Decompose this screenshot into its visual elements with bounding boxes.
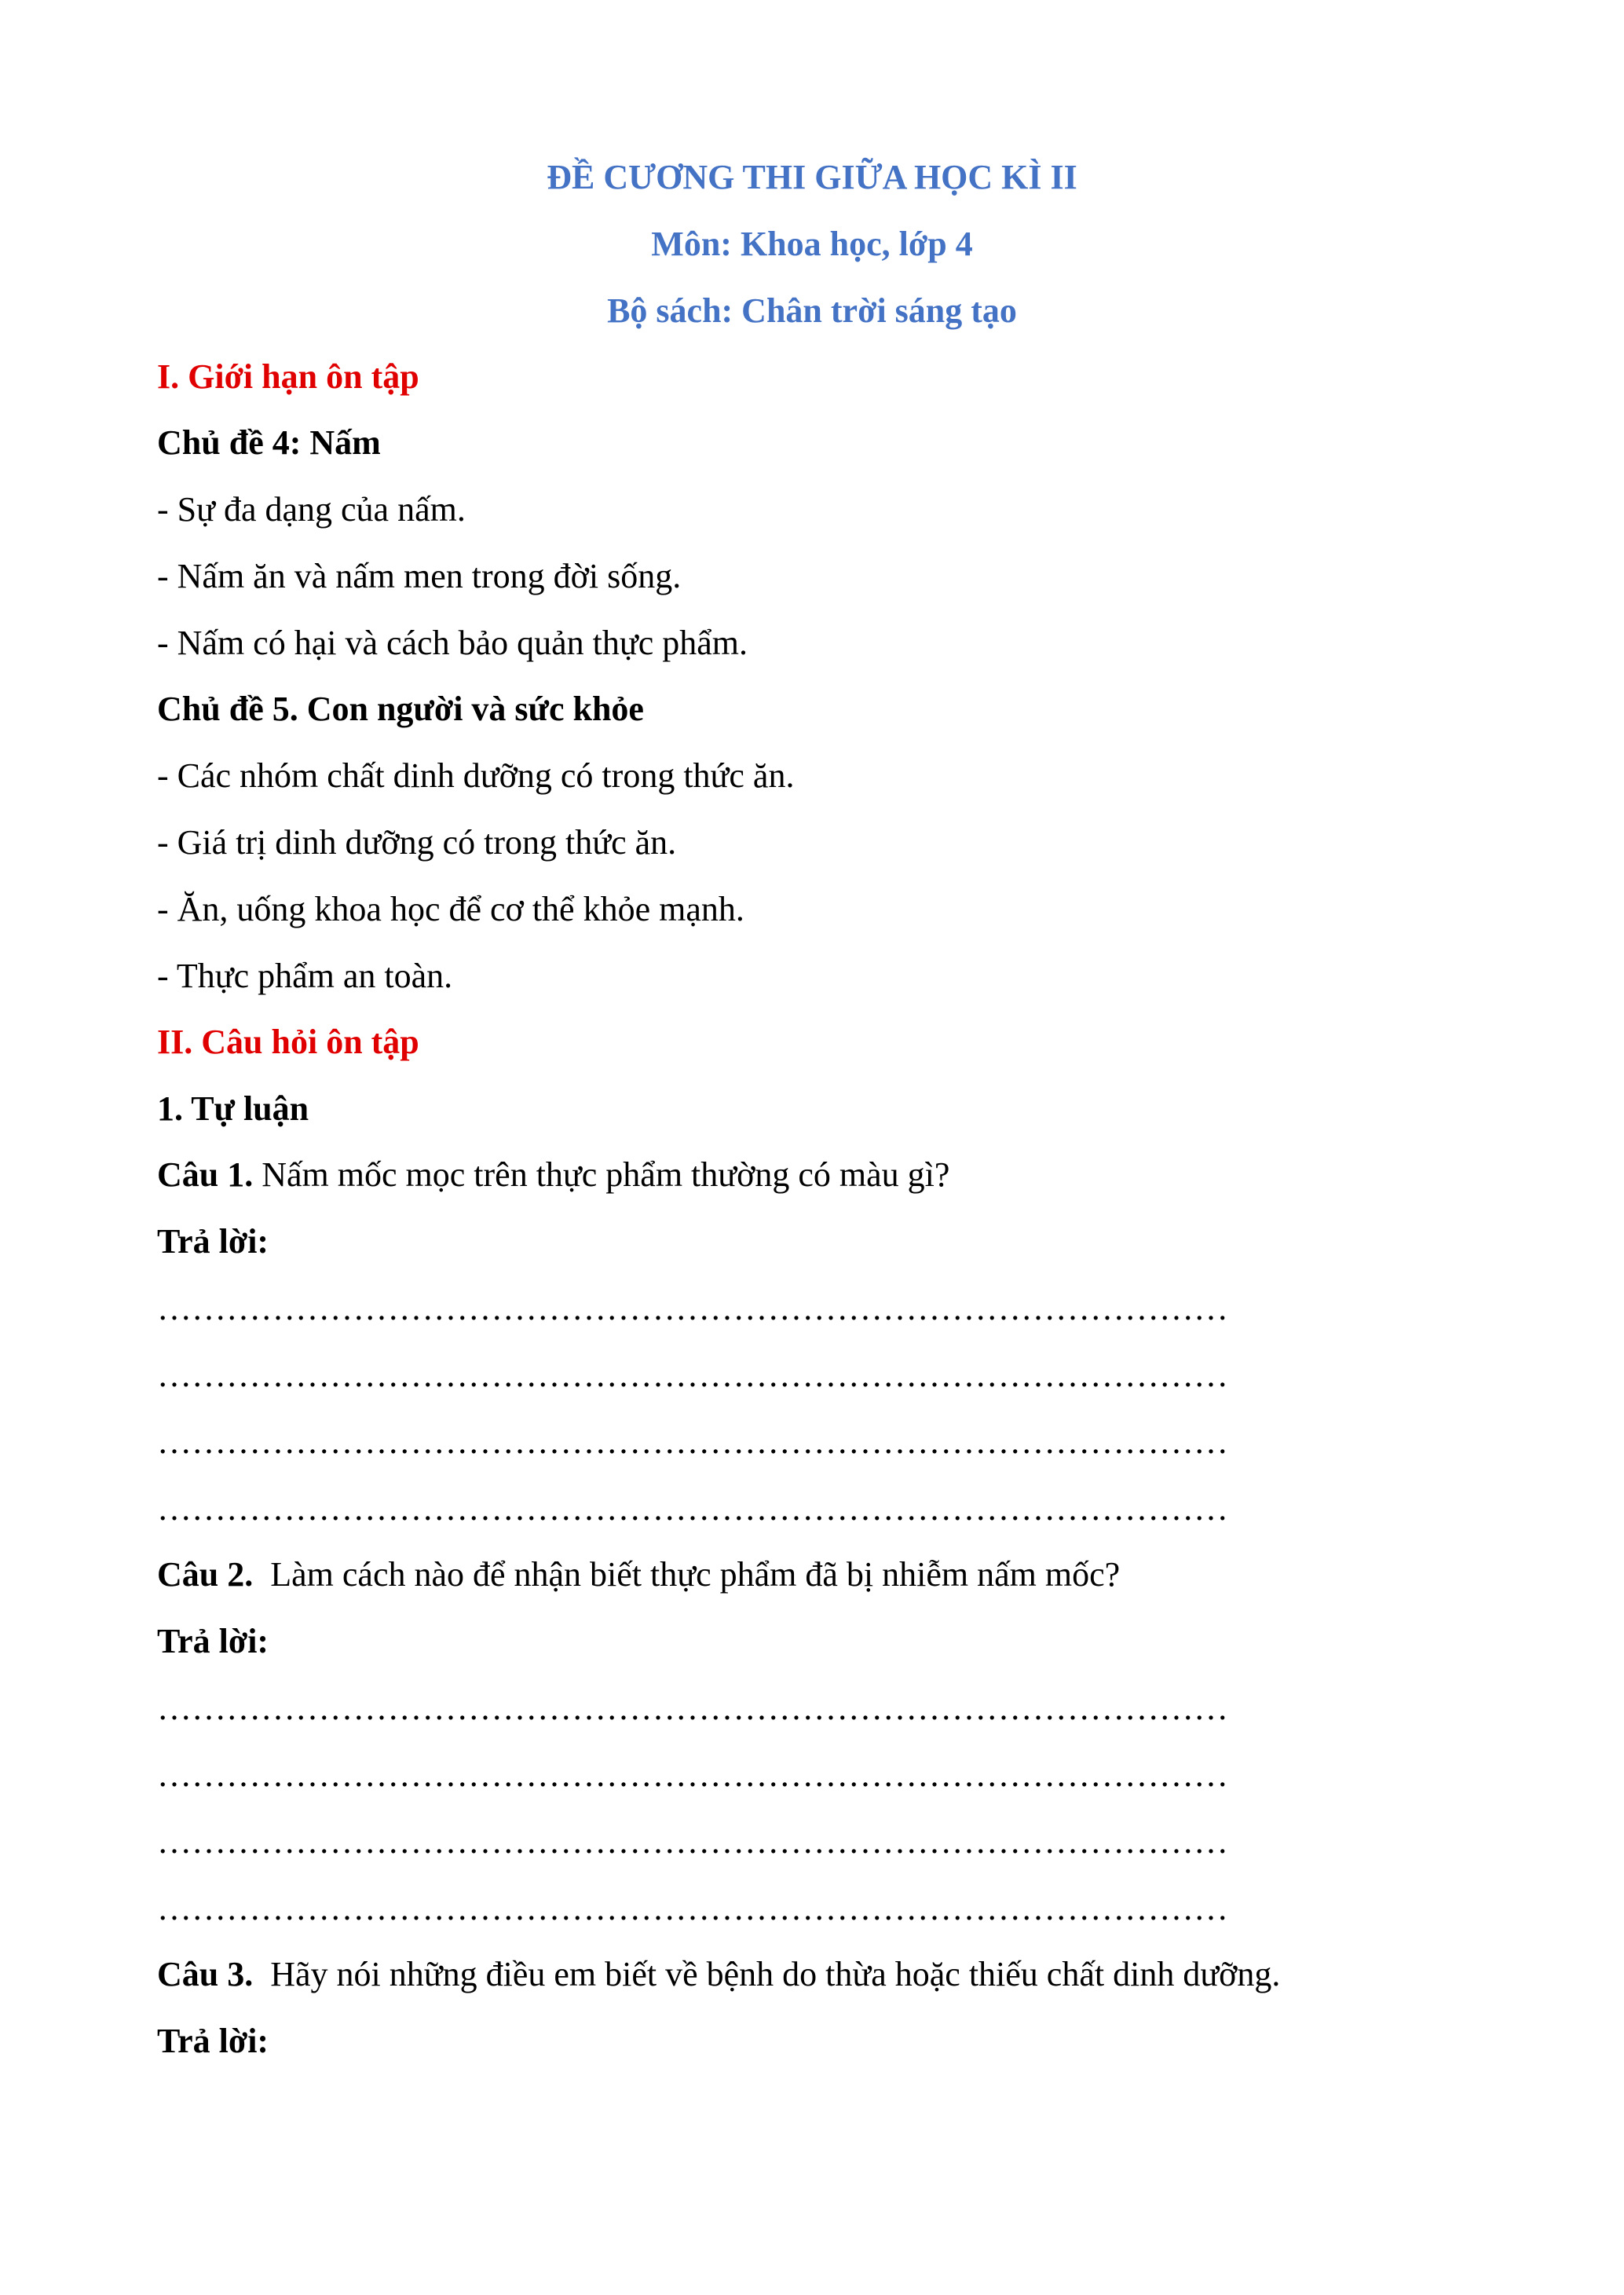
- answer-label: Trả lời:: [157, 2022, 269, 2060]
- answer-dotted-line: …………………………………………………………………………………: [157, 1689, 1228, 1727]
- question-label: Câu 3.: [157, 1955, 254, 1993]
- answer-dotted-line: …………………………………………………………………………………: [157, 1889, 1228, 1927]
- document-subject: Môn: Khoa học, lớp 4: [651, 225, 973, 263]
- answer-label: Trả lời:: [157, 1222, 269, 1261]
- question-1: [157, 1153, 949, 1197]
- question-text: Hãy nói những điều em biết về bệnh do thừa hoặc thiếu chất dinh dưỡng.: [253, 1955, 1281, 1993]
- answer-dotted-line: …………………………………………………………………………………: [157, 1755, 1228, 1794]
- answer-dotted-line: …………………………………………………………………………………: [157, 1289, 1228, 1327]
- question-label: Câu 1.: [157, 1155, 254, 1194]
- topic-5-item: - Các nhóm chất dinh dưỡng có trong thức ăn.: [157, 756, 795, 795]
- question-label: Câu 2.: [157, 1555, 254, 1594]
- topic-5-item: - Giá trị dinh dưỡng có trong thức ăn.: [157, 823, 677, 862]
- answer-dotted-line: …………………………………………………………………………………: [157, 1356, 1228, 1394]
- document-book: Bộ sách: Chân trời sáng tạo: [607, 291, 1017, 330]
- subsection-essay: 1. Tự luận: [157, 1089, 309, 1128]
- topic-4-title: Chủ đề 4: Nấm: [157, 423, 381, 462]
- document-title: ĐỀ CƯƠNG THI GIỮA HỌC KÌ II: [547, 158, 1077, 196]
- topic-5-title: Chủ đề 5. Con người và sức khỏe: [157, 690, 644, 728]
- question-text: Làm cách nào để nhận biết thực phẩm đã bị nhiễm nấm mốc?: [253, 1555, 1121, 1594]
- topic-5-item: - Ăn, uống khoa học để cơ thể khỏe mạnh.: [157, 890, 744, 928]
- answer-dotted-line: …………………………………………………………………………………: [157, 1489, 1228, 1528]
- topic-4-item: - Nấm ăn và nấm men trong đời sống.: [157, 557, 682, 595]
- section-heading-questions: II. Câu hỏi ôn tập: [157, 1023, 419, 1061]
- answer-dotted-line: …………………………………………………………………………………: [157, 1822, 1228, 1861]
- topic-5-item: - Thực phẩm an toàn.: [157, 957, 453, 995]
- answer-dotted-line: …………………………………………………………………………………: [157, 1422, 1228, 1461]
- answer-label: Trả lời:: [157, 1622, 269, 1660]
- question-2: [157, 1553, 1120, 1597]
- topic-4-item: - Sự đa dạng của nấm.: [157, 490, 466, 529]
- question-3: [157, 1953, 1280, 1997]
- section-heading-limits: I. Giới hạn ôn tập: [157, 357, 419, 396]
- question-text: Nấm mốc mọc trên thực phẩm thường có màu gì?: [253, 1155, 950, 1194]
- topic-4-item: - Nấm có hại và cách bảo quản thực phẩm.: [157, 624, 748, 662]
